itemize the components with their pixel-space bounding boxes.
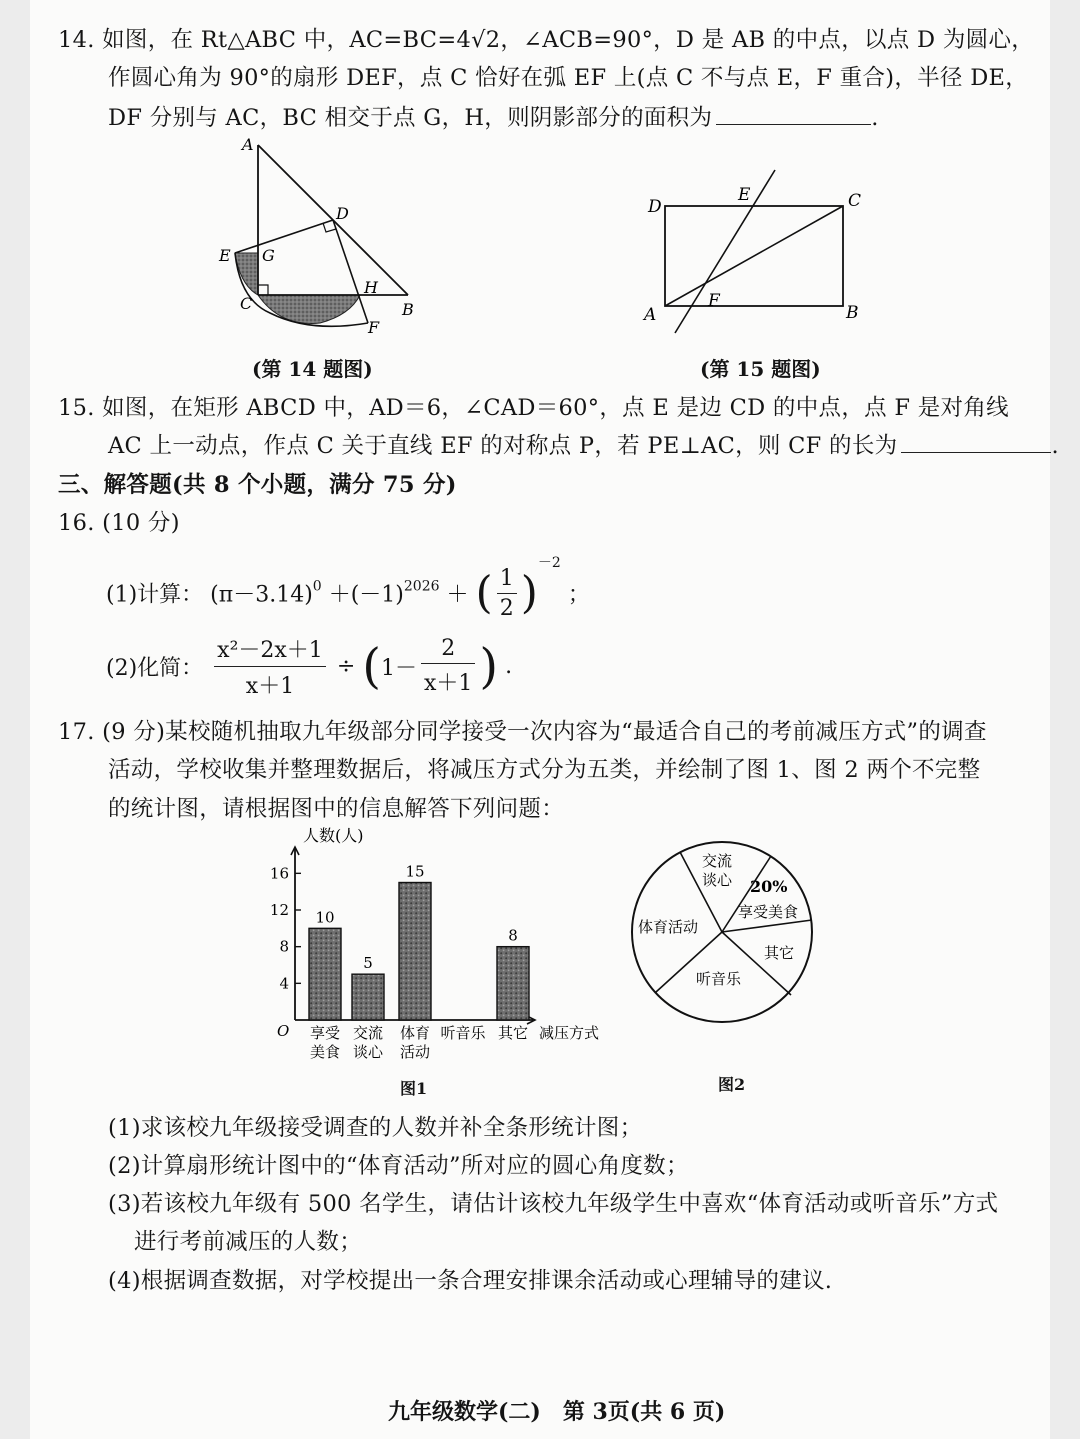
q14-label-e: E	[219, 246, 231, 265]
q14-label-g: G	[262, 246, 275, 265]
q14-line2: 作圆心角为 90°的扇形 DEF，点 C 恰好在弧 EF 上(点 C 不与点 E，F 重合)，半径 DE，	[108, 65, 1029, 91]
pie-divider-3	[722, 920, 812, 932]
bar-chart	[255, 822, 625, 1072]
q16-part1: (1)计算： $(\pi-3.14)^0 +(-1)^{2026}$ ＋ ( $\frac{1}{2}$ )$^{-2}$ ；	[106, 555, 590, 621]
bar-value-label: 8	[508, 926, 518, 945]
pie-label-pct: 20%	[750, 877, 788, 896]
q15-figure	[630, 168, 870, 338]
x-tick-label: 谈心	[352, 1043, 384, 1061]
q14-end: .	[871, 105, 879, 131]
q16-p2-inner: 1－	[380, 656, 417, 681]
pie-label-jiaoliu: 交流	[702, 852, 733, 870]
q16-p1-exp-neg2: －2	[537, 555, 561, 571]
q16-p1-expr-a: (π－3.14)	[210, 582, 313, 608]
bar	[352, 974, 384, 1020]
q14-line3-text: DF 分别与 AC，BC 相交于点 G，H，则阴影部分的面积为	[108, 105, 713, 131]
q16-p1-end: ；	[567, 582, 590, 608]
q14-shade-bottom	[258, 295, 360, 323]
q17-sub1: (1)求该校九年级接受调查的人数并补全条形统计图；	[108, 1115, 643, 1141]
q16-p1-expr-c: ＋	[446, 582, 469, 608]
q17-sub4: (4)根据调查数据，对学校提出一条合理安排课余活动或心理辅导的建议.	[108, 1268, 833, 1294]
x-tick-label: 听音乐	[440, 1024, 486, 1042]
q16-p2-num: x²－2x＋1	[214, 633, 326, 667]
pie-label-xiangshou: 享受美食	[738, 903, 799, 921]
q17-line1: 17. (9 分)某校随机抽取九年级部分同学接受一次内容为“最适合自己的考前减压方式”的调查	[58, 719, 987, 745]
y-axis-title: 人数(人)	[303, 826, 364, 845]
q14-answer-blank	[716, 124, 871, 125]
q15-answer-blank	[901, 452, 1051, 453]
q16-p1-label: (1)计算：	[106, 582, 204, 608]
q17-sub3b: 进行考前减压的人数；	[134, 1229, 363, 1255]
q16-p1-expr-b: ＋(－1)	[328, 582, 404, 608]
pie-label-tiyu: 体育活动	[638, 918, 699, 936]
bar-value-label: 15	[405, 862, 425, 881]
x-axis-title: 减压方式	[539, 1024, 600, 1042]
q14-label-a: A	[242, 135, 254, 154]
bar-value-label: 5	[363, 954, 373, 973]
q17-sub2: (2)计算扇形统计图中的“体育活动”所对应的圆心角度数；	[108, 1153, 689, 1179]
q15-line2-text: AC 上一动点，作点 C 关于直线 EF 的对称点 P，若 PE⊥AC，则 CF 的长为	[108, 433, 898, 459]
q15-label-b: B	[846, 303, 859, 323]
q17-line3: 的统计图，请根据图中的信息解答下列问题：	[108, 796, 565, 822]
q14-line1: 14. 如图，在 Rt△ABC 中，AC=BC=4√2，∠ACB=90°，D 是 AB 的中点，以点 D 为圆心，	[58, 27, 1035, 53]
y-tick-label: 12	[269, 901, 289, 919]
bar	[309, 928, 341, 1020]
bar	[497, 947, 529, 1020]
q15-label-f: F	[708, 291, 720, 311]
q14-label-f: F	[368, 318, 380, 337]
q15-label-a: A	[644, 305, 657, 325]
q16-p1-frac-num: 1	[497, 566, 517, 594]
q15-label-e: E	[738, 185, 751, 205]
q15-caption: (第 15 题图)	[700, 357, 821, 381]
q14-line3	[108, 100, 879, 132]
pie-label-tanxin: 谈心	[702, 871, 733, 889]
q16-p2-den: x＋1	[245, 674, 295, 699]
q17-sub3a: (3)若该校九年级有 500 名学生，请估计该校九年级学生中喜欢“体育活动或听音乐”方式	[108, 1191, 999, 1217]
q16-p2-end: .	[505, 654, 513, 679]
bar-value-label: 10	[315, 908, 335, 927]
q14-label-d: D	[336, 204, 349, 223]
pie-chart	[626, 840, 818, 1032]
q16-p2-div: ÷	[336, 654, 356, 679]
q16-p1-fraction	[497, 566, 517, 621]
q14-label-b: B	[402, 300, 414, 319]
q15-line1: 15. 如图，在矩形 ABCD 中，AD＝6，∠CAD＝60°，点 E 是边 CD 的中点，点 F 是对角线	[58, 395, 1009, 421]
q15-end: .	[1051, 433, 1059, 459]
fig1-caption: 图1	[400, 1079, 428, 1098]
q16-p2-inner-den: x＋1	[423, 671, 473, 696]
section3-heading: 三、解答题(共 8 个小题，满分 75 分)	[58, 472, 457, 498]
q15-label-c: C	[848, 191, 862, 211]
q16-p1-frac-den: 2	[499, 595, 514, 621]
pie-label-qita: 其它	[764, 944, 795, 962]
x-tick-label: 活动	[399, 1043, 431, 1061]
x-tick-label: 体育	[399, 1024, 431, 1042]
q16-p2-label: (2)化简：	[106, 656, 204, 681]
q16-p2-inner-num: 2	[421, 636, 475, 664]
q14-label-c: C	[240, 294, 253, 313]
q16-p1-exp0: 0	[312, 578, 322, 595]
q17-line2: 活动，学校收集并整理数据后，将减压方式分为五类，并绘制了图 1、图 2 两个不完整	[108, 757, 981, 783]
q14-figure	[210, 135, 440, 345]
q15-label-d: D	[648, 197, 662, 217]
q16-p1-exp2026: 2026	[403, 578, 440, 595]
x-tick-label: 享受	[309, 1024, 341, 1042]
origin-label: O	[277, 1022, 290, 1040]
q16-part2: (2)化简： $\frac{\text{x²－2x＋1}}{x+1}$ ÷ (1－ $\frac{2}{x+1}$ ) .	[106, 633, 512, 700]
bar	[399, 883, 431, 1021]
q14-label-h: H	[364, 278, 378, 297]
q16-p2-fraction	[214, 633, 326, 700]
page-footer: 九年级数学(二) 第 3页(共 6 页)	[388, 1399, 726, 1425]
pie-label-tingyinyue: 听音乐	[696, 970, 742, 988]
x-tick-label: 美食	[309, 1043, 341, 1061]
q15-line2	[108, 428, 1059, 460]
fig2-caption: 图2	[718, 1075, 746, 1094]
x-tick-label: 交流	[352, 1024, 384, 1042]
y-tick-label: 16	[269, 864, 289, 883]
y-tick-label: 8	[279, 937, 289, 956]
y-tick-label: 4	[279, 974, 289, 993]
q14-caption: (第 14 题图)	[252, 357, 373, 381]
q16-header: 16. (10 分)	[58, 510, 180, 536]
x-tick-label: 其它	[497, 1024, 529, 1042]
q16-p2-inner-fraction	[421, 636, 475, 697]
